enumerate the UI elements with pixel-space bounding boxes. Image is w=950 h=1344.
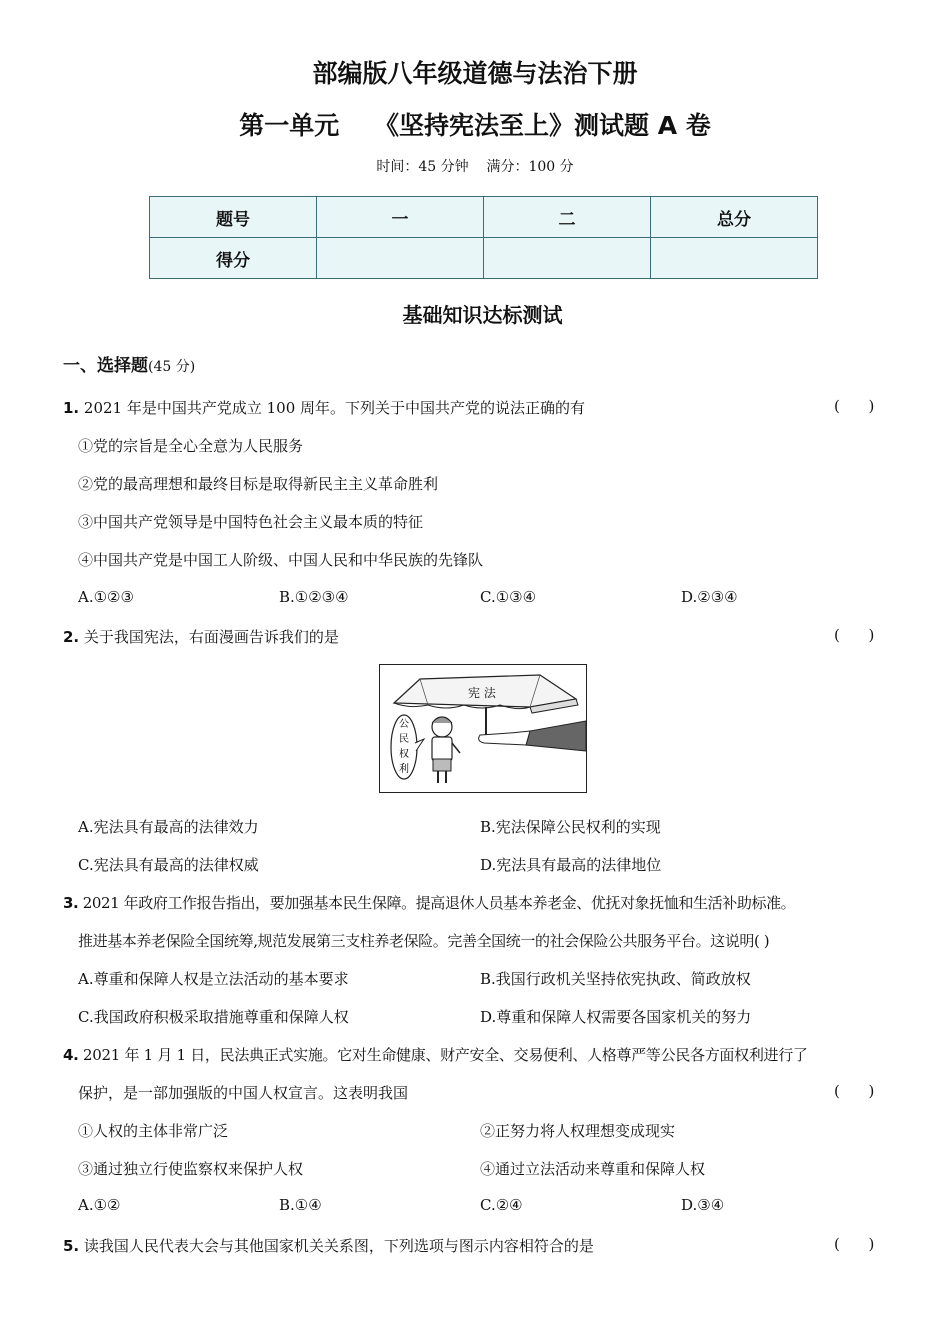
option-d[interactable]: D.尊重和保障人权需要各国家机关的努力 [480, 1008, 752, 1026]
bubble-char: 公 [399, 719, 409, 730]
option-d[interactable]: D.②③④ [681, 588, 738, 606]
answer-blank[interactable]: ( ) [834, 1235, 875, 1253]
score-table-cell: 题号 [150, 197, 317, 238]
umbrella-label: 宪 法 [468, 686, 496, 700]
score-table-score-row [150, 238, 818, 279]
part-heading [63, 351, 195, 376]
option-c[interactable]: C.②④ [480, 1196, 523, 1214]
bubble-char: 利 [399, 764, 409, 775]
question-number: 1. [63, 399, 80, 417]
option-c[interactable]: C.我国政府积极采取措施尊重和保障人权 [78, 1008, 349, 1026]
statement-item: ④中国共产党是中国工人阶级、中国人民和中华民族的先锋队 [78, 551, 484, 569]
score-input-cell[interactable] [484, 238, 651, 279]
answer-blank[interactable]: ( ) [834, 397, 875, 415]
question-number: 2. [63, 628, 80, 646]
part-label: 一、选择题 [63, 356, 148, 376]
question-text: 关于我国宪法，右面漫画告诉我们的是 [83, 628, 339, 646]
question-3-stem-continued: 推进基本养老保险全国统筹,规范发展第三支柱养老保险。完善全国统一的社会保险公共服务平台。这说明( ) [78, 932, 770, 950]
option-b[interactable]: B.宪法保障公民权利的实现 [480, 818, 661, 836]
option-a[interactable]: A.①②③ [78, 588, 134, 606]
bubble-char: 民 [399, 734, 409, 745]
option-d[interactable]: D.③④ [681, 1196, 725, 1214]
score-table-header-row [150, 197, 818, 238]
option-a[interactable]: A.①② [78, 1196, 121, 1214]
answer-blank[interactable]: ( ) [834, 1082, 875, 1100]
option-c[interactable]: C.宪法具有最高的法律权威 [78, 856, 259, 874]
question-5-stem [63, 1235, 594, 1256]
constitution-cartoon [379, 664, 587, 793]
question-4-stem-continued: 保护，是一部加强版的中国人权宣言。这表明我国 [78, 1084, 409, 1102]
document-subtitle: 第一单元 《坚持宪法至上》测试题 A 卷 [239, 111, 711, 140]
question-text: 2021 年政府工作报告指出，要加强基本民生保障。提高退休人员基本养老金、优抚对象抚恤和生活补助标准。 [82, 894, 796, 912]
option-b[interactable]: B.我国行政机关坚持依宪执政、简政放权 [480, 970, 751, 988]
statement-item: ③中国共产党领导是中国特色社会主义最本质的特征 [78, 513, 424, 531]
option-c[interactable]: C.①③④ [480, 588, 537, 606]
option-a[interactable]: A.尊重和保障人权是立法活动的基本要求 [78, 970, 349, 988]
answer-blank[interactable]: ( ) [834, 626, 875, 644]
score-table-cell: 总分 [651, 197, 818, 238]
time-info: 时间：45 分钟 满分：100 分 [376, 159, 574, 175]
section-title: 基础知识达标测试 [402, 303, 563, 327]
score-table-cell: 一 [317, 197, 484, 238]
question-text: 2021 年是中国共产党成立 100 周年。下列关于中国共产党的说法正确的有 [83, 399, 586, 417]
question-number: 4. [63, 1046, 79, 1064]
part-points: (45 分) [148, 359, 196, 375]
option-d[interactable]: D.宪法具有最高的法律地位 [480, 856, 662, 874]
question-4-stem [63, 1044, 808, 1065]
question-text: 2021 年 1 月 1 日，民法典正式实施。它对生命健康、财产安全、交易便利、人格尊严等公民各方面权利进行了 [83, 1046, 808, 1064]
score-input-cell[interactable] [317, 238, 484, 279]
option-b[interactable]: B.①④ [279, 1196, 322, 1214]
score-input-cell[interactable] [651, 238, 818, 279]
bubble-char: 权 [399, 749, 409, 760]
statement-item: ④通过立法活动来尊重和保障人权 [480, 1160, 706, 1178]
statement-item: ②正努力将人权理想变成现实 [480, 1122, 676, 1140]
document-title: 部编版八年级道德与法治下册 [312, 59, 638, 88]
score-table-cell: 得分 [150, 238, 317, 279]
question-number: 5. [63, 1237, 80, 1255]
cartoon-drawing [380, 665, 586, 792]
score-table [149, 196, 818, 279]
statement-item: ①人权的主体非常广泛 [78, 1122, 229, 1140]
question-3-stem [63, 892, 795, 913]
question-1-stem [63, 397, 585, 418]
statement-item: ②党的最高理想和最终目标是取得新民主主义革命胜利 [78, 475, 439, 493]
question-2-stem [63, 626, 339, 647]
option-a[interactable]: A.宪法具有最高的法律效力 [78, 818, 259, 836]
question-number: 3. [63, 894, 79, 912]
score-table-cell: 二 [484, 197, 651, 238]
statement-item: ①党的宗旨是全心全意为人民服务 [78, 437, 304, 455]
option-b[interactable]: B.①②③④ [279, 588, 349, 606]
statement-item: ③通过独立行使监察权来保护人权 [78, 1160, 304, 1178]
question-text: 读我国人民代表大会与其他国家机关关系图，下列选项与图示内容相符合的是 [83, 1237, 594, 1255]
